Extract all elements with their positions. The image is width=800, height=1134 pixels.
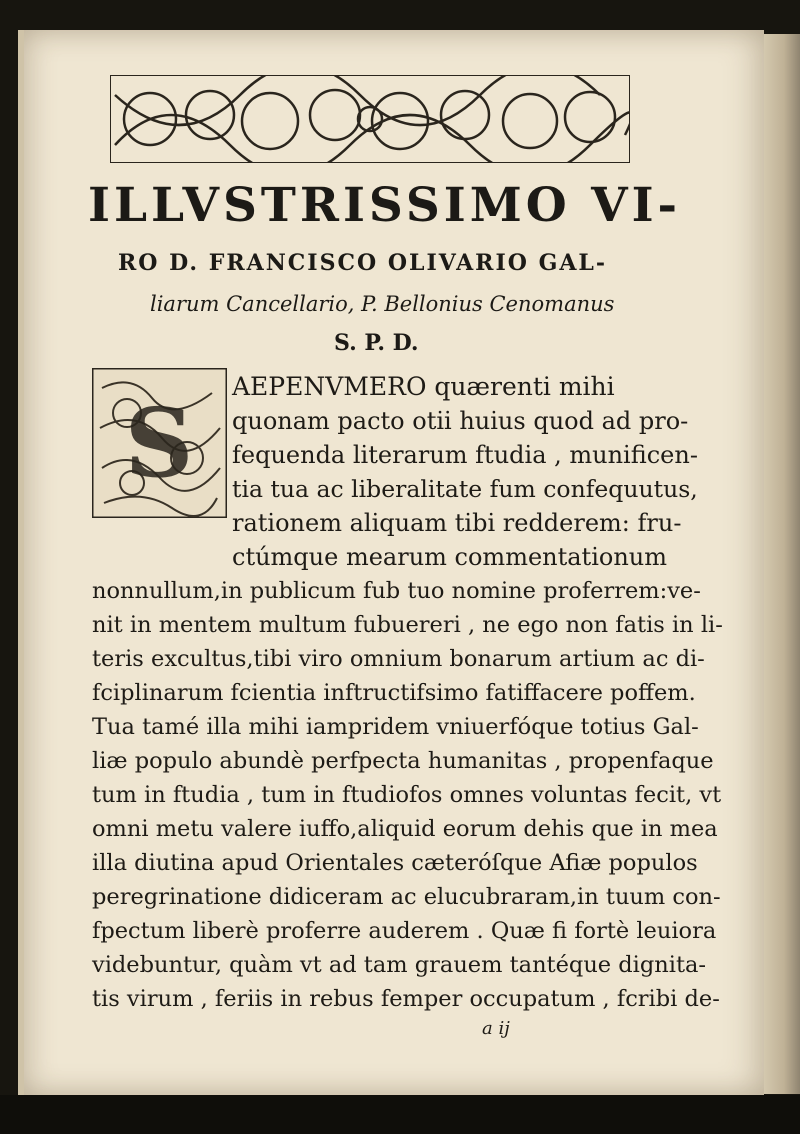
scan-background [0,1095,800,1134]
body-line: ctúmque mearum commentationum [232,543,667,571]
body-line: illa diutina apud Orientales cæteróſque Afiæ populos [92,850,698,876]
body-line: fciplinarum fcientia inftructifsimo fatiffacere poffem. [92,680,696,706]
decorated-initial-s [92,368,227,518]
body-line: rationem aliquam tibi redderem: fru- [232,509,682,537]
dedication-title: ILLVSTRISSIMO VI- [88,178,682,233]
body-line: AEPENVMERO quærenti mihi [232,372,615,401]
page-right-edge [760,34,800,1094]
body-line: tis virum , feriis in rebus femper occupatum , fcribi de- [92,986,720,1012]
body-line: fequenda literarum ftudia , munificen- [232,441,698,469]
body-line: nonnullum,in publicum fub tuo nomine proferrem:ve- [92,578,701,604]
body-line: Tua tamé illa mihi iampridem vniuerfóque totius Gal- [92,714,699,740]
body-line: quonam pacto otii huius quod ad pro- [232,407,689,435]
body-line: peregrinatione didiceram ac elucubraram,in tuum con- [92,884,721,910]
body-line: omni metu valere iuffo,aliquid eorum dehis que in mea [92,816,718,842]
signature-mark: a ij [482,1018,510,1039]
body-line: videbuntur, quàm vt ad tam grauem tantéque dignita- [92,952,707,978]
ornamental-headpiece [110,75,630,163]
salutation: S. P. D. [334,330,419,356]
dedication-subtitle-line-1: RO D. FRANCISCO OLIVARIO GAL- [118,250,608,276]
body-line: nit in mentem multum fubuereri , ne ego non fatis in li- [92,612,723,638]
body-line: fpectum liberè proferre auderem . Quæ fi fortè leuiora [92,918,717,944]
body-line: tia tua ac liberalitate fum confequutus, [232,475,698,503]
body-line: tum in ftudia , tum in ftudiofos omnes voluntas fecit, vt [92,782,722,808]
svg-text:S: S [124,388,194,499]
body-line: liæ populo abundè perfpecta humanitas , propenfaque [92,748,714,774]
dedication-subtitle-line-2: liarum Cancellario, P. Bellonius Cenomanus [150,292,615,316]
body-line: teris excultus,tibi viro omnium bonarum artium ac di- [92,646,705,672]
